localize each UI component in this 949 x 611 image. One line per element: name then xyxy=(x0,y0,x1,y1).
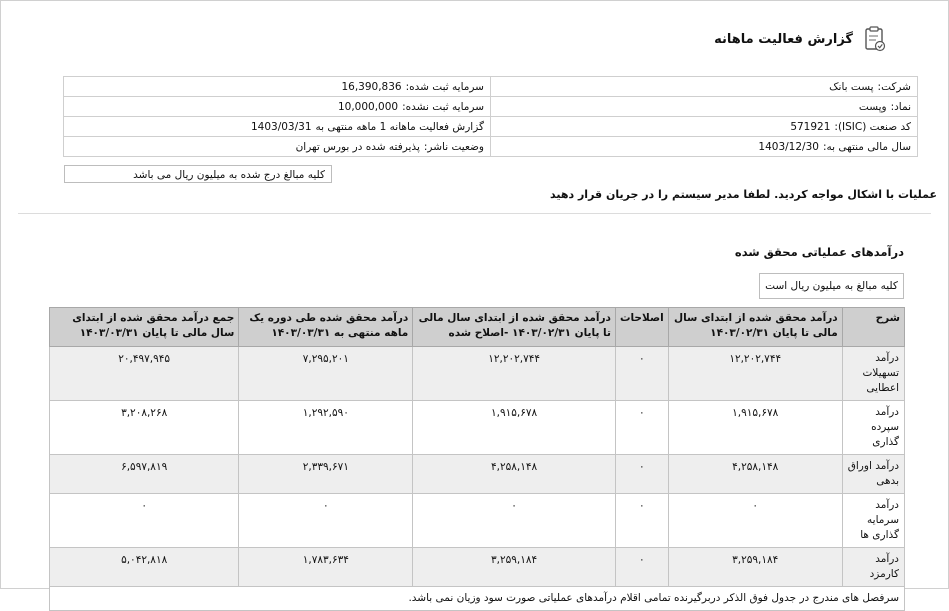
row-description: درآمد تسهیلات اعطایی xyxy=(842,347,904,401)
table-cell: ۱,۹۱۵,۶۷۸ xyxy=(413,401,616,455)
page-title: گزارش فعالیت ماهانه xyxy=(714,31,853,47)
company-info-table xyxy=(63,76,918,157)
info-value: پست بانک xyxy=(829,80,874,93)
table-row xyxy=(50,494,905,548)
info-row xyxy=(64,77,918,97)
info-cell xyxy=(64,117,491,137)
table-cell: ۰ xyxy=(50,494,239,548)
table-cell: ۳,۲۰۸,۲۶۸ xyxy=(50,401,239,455)
column-header: درآمد محقق شده از ابتدای سال مالی تا پایان ۱۴۰۳/۰۲/۳۱ xyxy=(668,308,842,347)
table-cell: ۱۲,۲۰۲,۷۴۴ xyxy=(413,347,616,401)
row-description: درآمد سپرده گذاری xyxy=(842,401,904,455)
info-label: سال مالی منتهی به: xyxy=(822,140,911,153)
info-value: 10,000,000 xyxy=(337,100,399,113)
column-header: درآمد محقق شده طی دوره یک ماهه منتهی به ۱۴۰۳/۰۳/۳۱ xyxy=(239,308,413,347)
table-cell: ۰ xyxy=(615,455,668,494)
info-value: پذیرفته شده در بورس تهران xyxy=(295,140,420,153)
info-cell xyxy=(64,97,491,117)
info-label: وضعیت ناشر: xyxy=(423,140,484,153)
info-label: سرمایه ثبت نشده: xyxy=(402,100,484,113)
table-cell: ۰ xyxy=(668,494,842,548)
info-row xyxy=(64,97,918,117)
info-label: سرمایه ثبت شده: xyxy=(405,80,484,93)
page-header xyxy=(714,26,887,52)
table-cell: ۰ xyxy=(615,548,668,587)
table-row xyxy=(50,347,905,401)
table-cell: ۶,۵۹۷,۸۱۹ xyxy=(50,455,239,494)
table-cell: ۱,۹۱۵,۶۷۸ xyxy=(668,401,842,455)
unit-note-section: کلیه مبالغ به میلیون ریال است xyxy=(759,273,904,299)
column-header: شرح xyxy=(842,308,904,347)
table-cell: ۰ xyxy=(413,494,616,548)
info-row xyxy=(64,117,918,137)
info-cell xyxy=(491,77,918,97)
section-divider xyxy=(18,213,931,214)
column-header: درآمد محقق شده از ابتدای سال مالی تا پایان ۱۴۰۳/۰۲/۳۱ -اصلاح شده xyxy=(413,308,616,347)
table-cell: ۱,۲۹۲,۵۹۰ xyxy=(239,401,413,455)
table-cell: ۰ xyxy=(615,347,668,401)
clipboard-check-icon xyxy=(863,26,887,52)
table-cell: ۷,۲۹۵,۲۰۱ xyxy=(239,347,413,401)
info-value: 1403/12/30 xyxy=(758,140,819,153)
revenue-table xyxy=(49,307,905,611)
table-cell: ۲,۳۳۹,۶۷۱ xyxy=(239,455,413,494)
table-footer-row xyxy=(50,587,905,611)
table-footer-note: سرفصل های مندرج در جدول فوق الذکر دربرگیرنده تمامی اقلام درآمدهای عملیاتی صورت سود وزیان نمی باشد. xyxy=(50,587,905,611)
info-cell xyxy=(64,77,491,97)
table-cell: ۲۰,۴۹۷,۹۴۵ xyxy=(50,347,239,401)
info-label: گزارش فعالیت ماهانه 1 ماهه منتهی به xyxy=(315,120,484,133)
info-cell xyxy=(64,137,491,157)
info-cell xyxy=(491,137,918,157)
info-value: 16,390,836 xyxy=(341,80,402,93)
info-label: شرکت: xyxy=(877,80,911,93)
section-title: درآمدهای عملیاتی محقق شده xyxy=(734,245,904,259)
revenue-table-header-row xyxy=(50,308,905,347)
info-cell xyxy=(491,97,918,117)
info-value: 571921 xyxy=(790,120,831,133)
table-cell: ۳,۲۵۹,۱۸۴ xyxy=(668,548,842,587)
table-cell: ۰ xyxy=(615,401,668,455)
column-header: اصلاحات xyxy=(615,308,668,347)
row-description: درآمد سرمایه گذاری ها xyxy=(842,494,904,548)
info-value: 1403/03/31 xyxy=(250,120,312,133)
row-description: درآمد اوراق بدهی xyxy=(842,455,904,494)
error-message: عملیات با اشکال مواجه کردید. لطفا مدیر سیستم را در جریان قرار دهید xyxy=(550,188,937,201)
table-row xyxy=(50,548,905,587)
unit-note-top: کلیه مبالغ درج شده به میلیون ریال می باشد xyxy=(64,165,332,183)
table-cell: ۵,۰۴۲,۸۱۸ xyxy=(50,548,239,587)
info-value: وپست xyxy=(858,100,887,113)
table-cell: ۰ xyxy=(239,494,413,548)
table-cell: ۴,۲۵۸,۱۴۸ xyxy=(413,455,616,494)
info-label: نماد: xyxy=(890,100,911,113)
table-cell: ۱,۷۸۳,۶۳۴ xyxy=(239,548,413,587)
row-description: درآمد کارمزد xyxy=(842,548,904,587)
table-cell: ۳,۲۵۹,۱۸۴ xyxy=(413,548,616,587)
table-row xyxy=(50,401,905,455)
info-cell xyxy=(491,117,918,137)
info-label: کد صنعت (ISIC): xyxy=(834,120,911,133)
column-header: جمع درآمد محقق شده از ابتدای سال مالی تا پایان ۱۴۰۳/۰۳/۳۱ xyxy=(50,308,239,347)
table-cell: ۴,۲۵۸,۱۴۸ xyxy=(668,455,842,494)
table-cell: ۰ xyxy=(615,494,668,548)
table-cell: ۱۲,۲۰۲,۷۴۴ xyxy=(668,347,842,401)
info-row xyxy=(64,137,918,157)
table-row xyxy=(50,455,905,494)
